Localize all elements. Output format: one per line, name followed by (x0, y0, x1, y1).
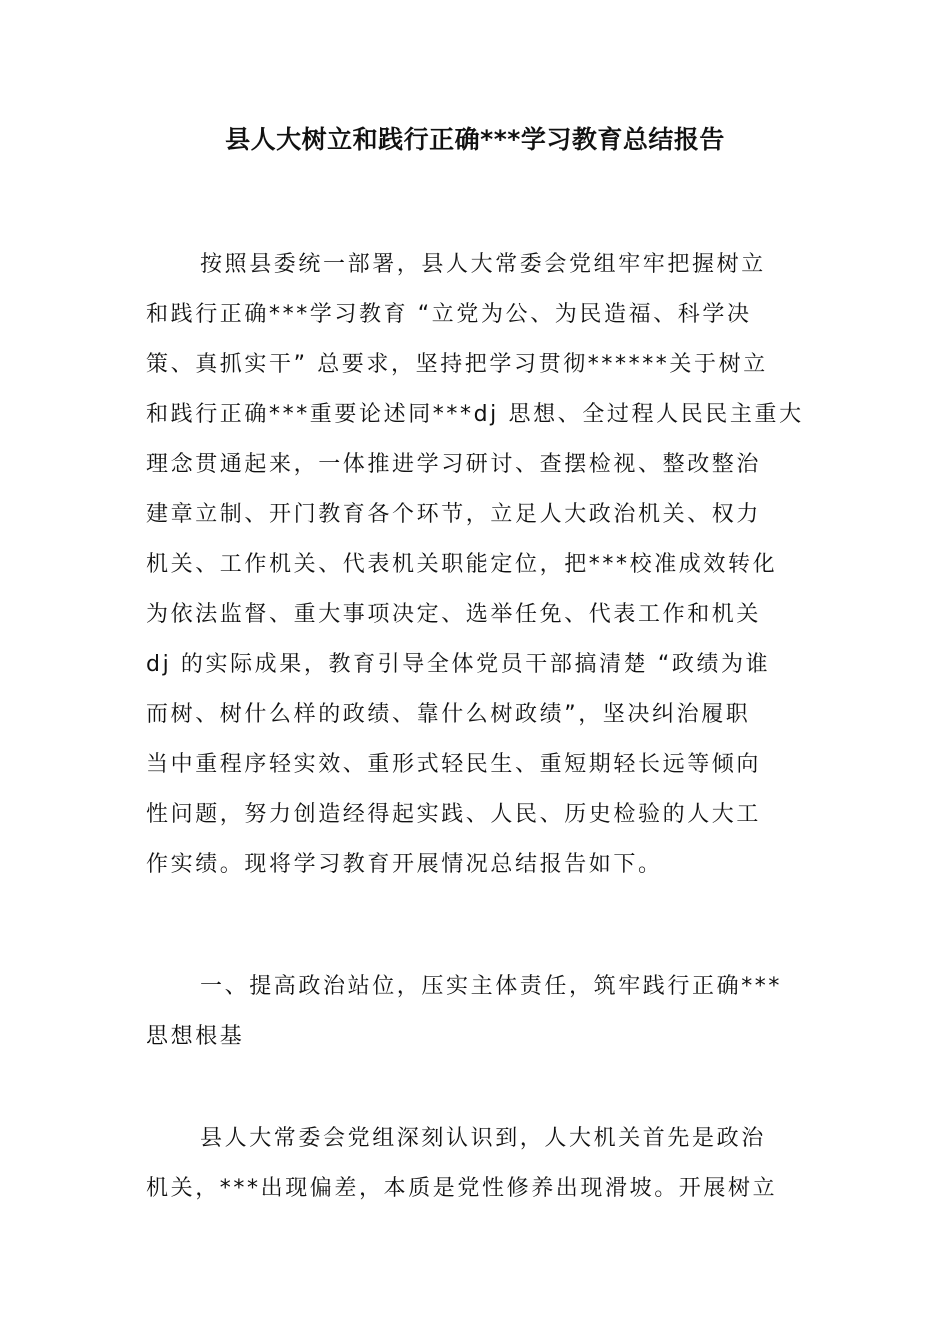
paragraph-line: 理念贯通起来，一体推进学习研讨、查摆检视、整改整治 (146, 452, 762, 477)
paragraph-line: 建章立制、开门教育各个环节，立足人大政治机关、权力 (146, 502, 762, 527)
paragraph-line: 而树、树什么样的政绩、靠什么树政绩”，坚决纠治履职 (146, 702, 751, 727)
paragraph-line: dj 的实际成果，教育引导全体党员干部搞清楚 “政绩为谁 (146, 652, 771, 677)
paragraph-line: 策、真抓实干” 总要求，坚持把学习贯彻******关于树立 (146, 352, 768, 377)
paragraph-line: 为依法监督、重大事项决定、选举任免、代表工作和机关 (146, 602, 762, 627)
paragraph-line: 性问题，努力创造经得起实践、人民、历史检验的人大工 (146, 802, 762, 827)
paragraph-line: 机关，***出现偏差，本质是党性修养出现滑坡。开展树立 (146, 1176, 778, 1201)
document-title: 县人大树立和践行正确***学习教育总结报告 (225, 125, 725, 154)
paragraph-line: 县人大常委会党组深刻认识到，人大机关首先是政治 (200, 1126, 766, 1151)
paragraph-line: 和践行正确***学习教育 “立党为公、为民造福、科学决 (146, 302, 752, 327)
section-heading-line: 一、提高政治站位，压实主体责任，筑牢践行正确*** (200, 974, 783, 999)
paragraph-line: 机关、工作机关、代表机关职能定位，把***校准成效转化 (146, 552, 778, 577)
paragraph-line: 按照县委统一部署，县人大常委会党组牢牢把握树立 (200, 252, 766, 277)
paragraph-line: 和践行正确***重要论述同***dj 思想、全过程人民民主重大 (146, 402, 804, 427)
section-heading-line: 思想根基 (146, 1024, 245, 1049)
paragraph-line: 当中重程序轻实效、重形式轻民生、重短期轻长远等倾向 (146, 752, 762, 777)
paragraph-line: 作实绩。现将学习教育开展情况总结报告如下。 (146, 852, 663, 877)
